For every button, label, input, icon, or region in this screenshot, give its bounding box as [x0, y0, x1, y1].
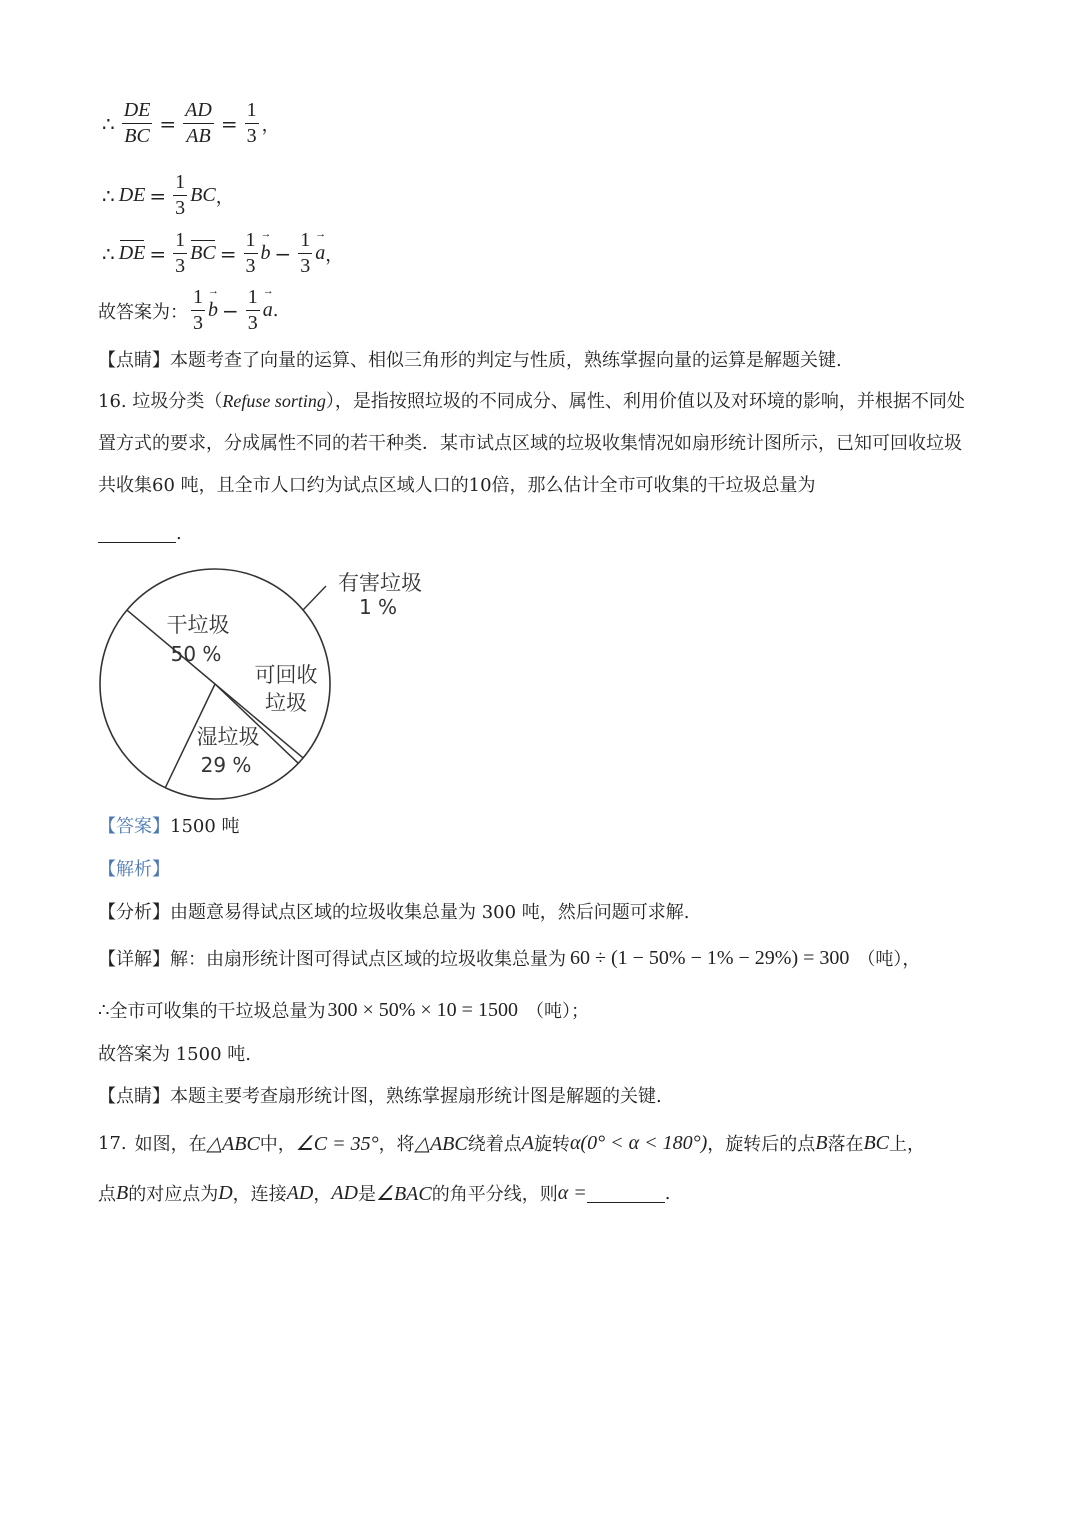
- therefore-symbol: ∴: [102, 111, 115, 136]
- question-number: 17.: [98, 1132, 127, 1154]
- derivation-line-2: ∴ DE = $\frac{1}{3}$ BC ，: [102, 171, 234, 219]
- answer-blank-row-16: .: [98, 523, 182, 544]
- vector-bc: BC: [190, 242, 216, 264]
- label-wet-line1: 湿垃圾: [196, 725, 260, 749]
- total-row: ∴ 全市可收集的干垃圾总量为 300 × 50% × 10 = 1500 （吨）；: [98, 998, 589, 1022]
- answer-label: 【答案】: [98, 816, 170, 837]
- derivation-line-3: ∴ DE = $\frac{1}{3}$ BC = $\frac{1}{3}$ → b − $\frac{1}{3}$ → a ，: [98, 230, 343, 277]
- answer-row: [98, 812, 240, 838]
- xiangjie-row: 【详解】 解：由扇形统计图可得试点区域的垃圾收集总量为 60 ÷ (1 − 50% − 1% − 29%) = 300 （吨），: [98, 946, 921, 970]
- label-hazardous-line2: 1 %: [358, 595, 398, 619]
- fenxi-row: 【分析】 由题意易得试点区域的垃圾收集总量为 300 吨，然后问题可求解.: [98, 898, 690, 924]
- label-recyclable-line2: 垃圾: [265, 691, 307, 715]
- final-answer-row: 故答案为 1500 吨.: [98, 1044, 251, 1065]
- label-dry-line1: 干垃圾: [166, 613, 230, 637]
- vector-b: → b: [261, 242, 271, 265]
- total-expression: 300 × 50% × 10 = 1500: [327, 998, 518, 1021]
- label-recyclable-line1: 可回收: [254, 663, 318, 687]
- answer-value: 1500 吨: [170, 816, 240, 837]
- dianjing-label: 【点睛】: [98, 350, 170, 371]
- question-17-line-2: 点 B 的对应点为 D ，连接 AD ， AD 是 ∠BAC 的角平分线，则 α = .: [98, 1181, 671, 1205]
- xiangjie-expression: 60 ÷ (1 − 50% − 1% − 29%) = 300: [570, 946, 850, 969]
- derivation-line-4: 故答案为： $\frac{1}{3}$ → b − $\frac{1}{3}$ → a .: [98, 287, 279, 334]
- answer-blank: [98, 524, 176, 543]
- answer-blank: [587, 1184, 665, 1203]
- question-16: 16. 垃圾分类（Refuse sorting），是指按照垃圾的不同成分、属性、利用价值以及对环境的影响，并根据不同处置方式的要求，分成属性不同的若干种类．某市试点区域的垃圾收集情况如扇形统计图所示，已知可回收垃圾共收集60 吨，且全市人口约为试点区域人口的10倍，那么估计全市可收集的干垃圾总量为: [98, 391, 965, 496]
- vector-de: DE: [118, 242, 146, 264]
- dianjing-label: 【点睛】: [98, 1086, 170, 1107]
- fraction-one-third: $\frac{1}{3}$: [246, 99, 257, 147]
- question-17-line-1: 17. 如图，在 △ABC 中， ∠C = 35° ，将 △ABC 绕着点 A 旋转 α(0° < α < 180°) ，旋转后的点 B 落在 BC 上，: [98, 1131, 926, 1155]
- dianjing-note-2: 【点睛】 本题主要考查扇形统计图，熟练掌握扇形统计图是解题的关键.: [98, 1082, 662, 1108]
- xiangjie-label: 【详解】: [98, 949, 170, 970]
- pie-chart: [98, 564, 458, 804]
- label-hazardous-line1: 有害垃圾: [338, 571, 422, 595]
- fraction-de-bc: $\frac{DE}{BC}$: [123, 99, 151, 147]
- label-wet-line2: 29 %: [200, 753, 252, 777]
- leader-line-hazardous: [303, 586, 326, 610]
- fenxi-label: 【分析】: [98, 902, 170, 923]
- label-dry-line2: 50 %: [170, 642, 222, 666]
- dianjing-note-1: 【点睛】本题考查了向量的运算、相似三角形的判定与性质，熟练掌握向量的运算是解题关键.: [98, 350, 842, 371]
- fraction-ad-ab: $\frac{AD}{AB}$: [185, 99, 212, 147]
- vector-a: → a: [315, 242, 325, 265]
- analysis-heading: 【解析】: [98, 859, 170, 880]
- question-number: 16.: [98, 391, 127, 412]
- derivation-line-1: ∴ $\frac{DE}{BC}$ = $\frac{AD}{AB}$ = $\frac{1}{3}$ ，: [102, 99, 280, 147]
